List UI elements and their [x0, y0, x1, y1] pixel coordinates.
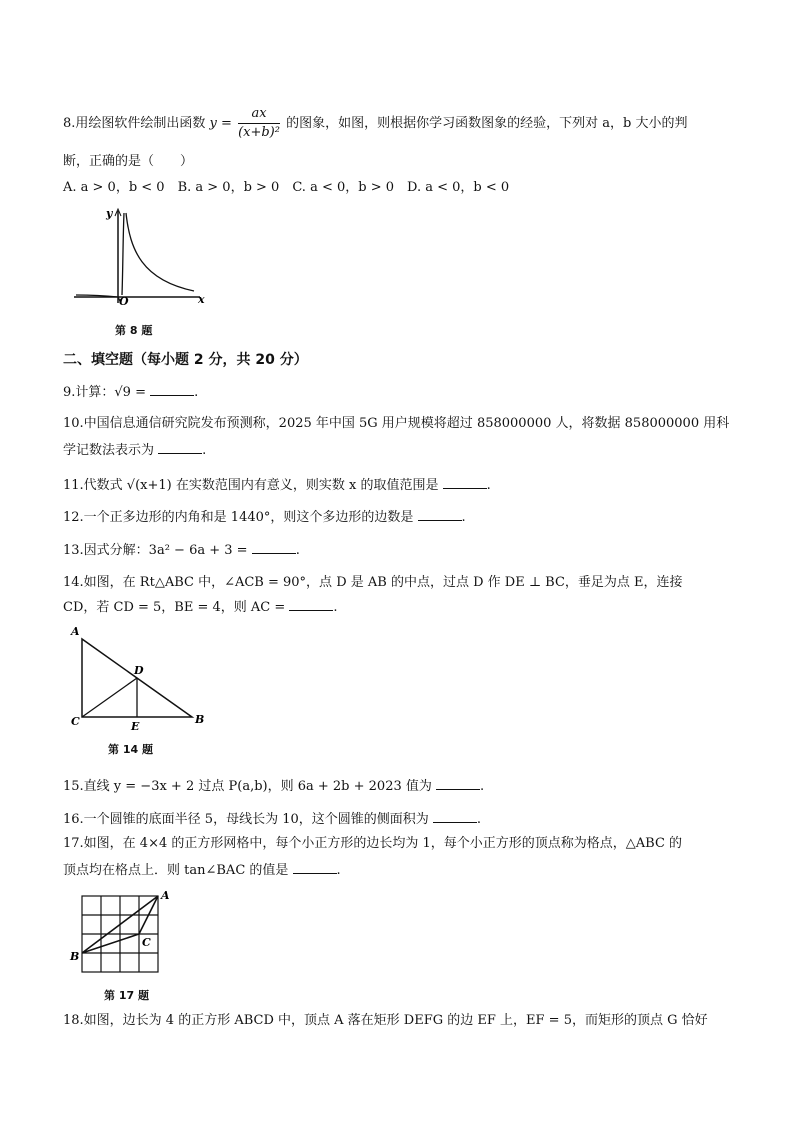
q8-line2: 断，正确的是（ ）: [63, 154, 194, 169]
q14-label-b: B: [195, 713, 205, 726]
q10-line1: 10.中国信息通信研究院发布预测称，2025 年中国 5G 用户规模将超过 858000000 人，将数据 858000000 用科: [63, 416, 730, 431]
q16-text: 16.一个圆锥的底面半径 5，母线长为 10，这个圆锥的侧面积为: [63, 812, 429, 827]
q17-end: .: [336, 863, 341, 878]
q13-text: 13.因式分解：3a² − 6a + 3 =: [63, 543, 248, 558]
q9-text: 9.计算：√9 =: [63, 385, 146, 400]
q8-stem: [63, 105, 687, 142]
q8-suffix: 的图象，如图，则根据你学习函数图象的经验，下列对 a，b 大小的判: [286, 116, 688, 131]
q13: [63, 541, 300, 560]
q14-segment-cd: [82, 678, 137, 717]
q14-line1: 14.如图，在 Rt△ABC 中，∠ACB = 90°，点 D 是 AB 的中点，过点 D 作 DE ⊥ BC，垂足为点 E，连接: [63, 575, 683, 590]
q12-text: 12.一个正多边形的内角和是 1440°，则这个多边形的边数是: [63, 510, 414, 525]
q10-end: .: [202, 443, 207, 458]
q11-text: 11.代数式 √(x+1) 在实数范围内有意义，则实数 x 的取值范围是: [63, 478, 439, 493]
q10-line2: [63, 441, 206, 460]
q17-label-b: B: [70, 950, 80, 963]
q10-answer-blank[interactable]: [158, 441, 202, 454]
q14-text: CD，若 CD = 5，BE = 4，则 AC =: [63, 600, 286, 615]
q9: [63, 383, 198, 402]
q8-origin-label: O: [119, 295, 129, 308]
q8-curve-right: [126, 213, 194, 291]
q17-caption: 第 17 题: [104, 989, 149, 1002]
q17-label-a: A: [161, 889, 170, 902]
q15-text: 15.直线 y = −3x + 2 过点 P(a,b)，则 6a + 2b + 2023 值为: [63, 779, 432, 794]
q8-axis-y-label: y: [106, 207, 113, 220]
q8-curve-asymptote-left: [122, 213, 124, 295]
q14-end: .: [333, 600, 338, 615]
q17-answer-blank[interactable]: [293, 861, 337, 874]
q14-line2: [63, 598, 338, 617]
q14-figure: [68, 625, 213, 735]
q14-caption: 第 14 题: [108, 743, 153, 756]
q16: [63, 810, 481, 829]
q12-end: .: [461, 510, 466, 525]
q8-figure: [72, 205, 212, 308]
q8-caption: 第 8 题: [115, 324, 153, 337]
q17-text: 顶点均在格点上．则 tan∠BAC 的值是: [63, 863, 289, 878]
q15-answer-blank[interactable]: [436, 777, 480, 790]
q17-figure: [70, 890, 180, 980]
q14-label-a: A: [71, 625, 80, 638]
q14-label-e: E: [131, 720, 140, 733]
q8-frac-numerator: ax: [238, 105, 280, 124]
q11-answer-blank[interactable]: [443, 476, 487, 489]
q11: [63, 476, 491, 495]
q11-end: .: [486, 478, 491, 493]
q8-prefix: 8.用绘图软件绘制出函数: [63, 116, 206, 131]
q9-answer-blank[interactable]: [150, 383, 194, 396]
q8-frac-denominator: (x+b)²: [238, 125, 280, 140]
q17-label-c: C: [142, 936, 151, 949]
q14-label-c: C: [71, 715, 80, 728]
q15: [63, 777, 484, 796]
q10-text: 学记数法表示为: [63, 443, 155, 458]
q8-fraction: [238, 105, 280, 142]
q12-answer-blank[interactable]: [418, 508, 462, 521]
q16-end: .: [476, 812, 482, 827]
section-title: 二、填空题（每小题 2 分，共 20 分）: [63, 352, 308, 368]
q16-answer-blank[interactable]: [433, 810, 477, 823]
q18-line1: 18.如图，边长为 4 的正方形 ABCD 中，顶点 A 落在矩形 DEFG 的边 EF 上，EF = 5，而矩形的顶点 G 恰好: [63, 1013, 708, 1028]
q17-grid: [82, 896, 158, 972]
q14-label-d: D: [134, 664, 144, 677]
q12: [63, 508, 466, 527]
q17-line1: 17.如图，在 4×4 的正方形网格中，每个小正方形的边长均为 1，每个小正方形的顶点称为格点，△ABC 的: [63, 836, 683, 851]
q13-end: .: [295, 543, 300, 558]
q13-answer-blank[interactable]: [252, 541, 296, 554]
q9-end: .: [194, 385, 199, 400]
q8-options: A. a > 0，b < 0 B. a > 0，b > 0 C. a < 0，b > 0 D. a < 0，b < 0: [63, 180, 510, 195]
q17-line2: [63, 861, 341, 880]
q8-curve-left: [76, 295, 120, 301]
q14-answer-blank[interactable]: [289, 598, 333, 611]
q8-axis-x-label: x: [198, 293, 205, 306]
q15-end: .: [480, 779, 485, 794]
q8-lhs: y =: [209, 116, 232, 131]
